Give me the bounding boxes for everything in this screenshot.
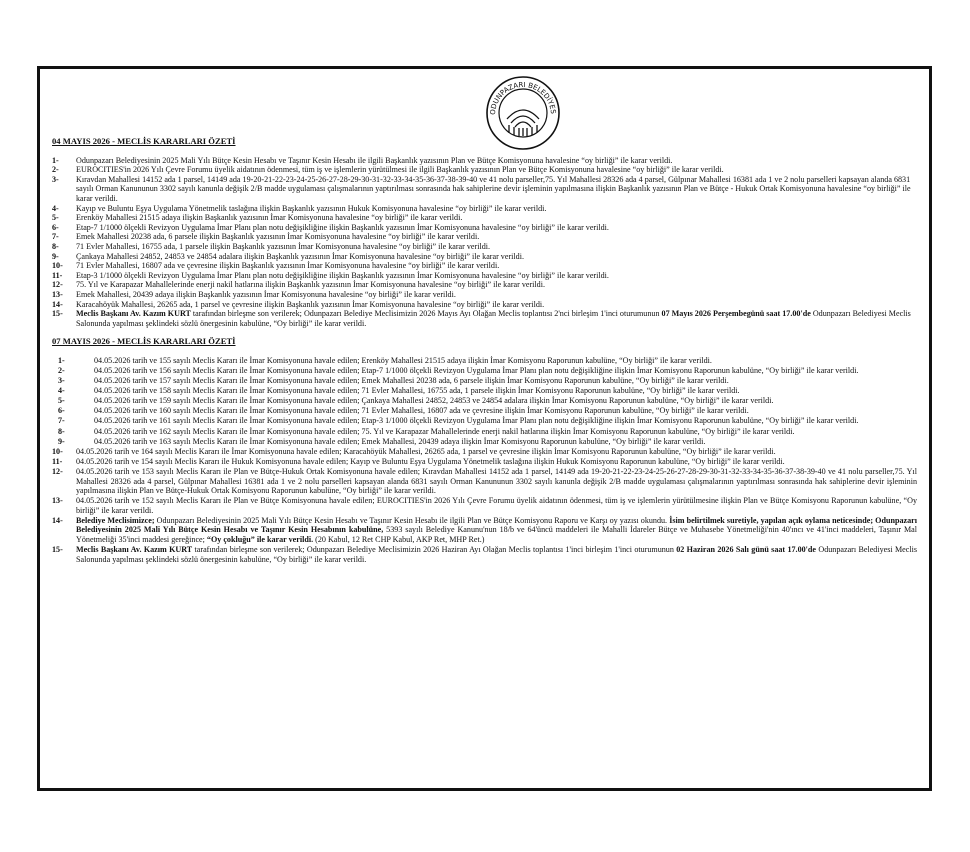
item-bold-text: Meclis Başkanı Av. Kazım KURT — [76, 545, 193, 555]
list-item — [52, 156, 917, 166]
list-item — [52, 290, 917, 300]
list-item — [52, 406, 917, 416]
item-text: Odunpazarı Belediyesi Meclis Salonunda yapılması şeklindeki sözlü önergesinin kabulüne, “Oy birliği” ile karar verildi. — [76, 545, 917, 564]
list-item — [52, 204, 917, 214]
item-text: tarafından birleşme son verilerek; Odunpazarı Belediye Meclisimizin 2026 Mayıs Ayı Olağan Meclis toplantısı 2'nci birleşim 1'inci oturumunun — [190, 309, 662, 319]
item-text: 04.05.2026 tarih ve 161 sayılı Meclis Kararı ile İmar Komisyonuna havale edilen; Etap-3 1/1000 ölçekli Revizyon Uygulama İmar Planı plan notu değişikliğine ilişkin İmar Komisyonu Raporunun kabulüne, “Oy birliği” ile karar verildi. — [94, 416, 859, 426]
list-item — [52, 366, 917, 376]
item-text: 04.05.2026 tarih ve 155 sayılı Meclis Kararı ile İmar Komisyonuna havale edilen; Erenköy Mahallesi 21515 adaya ilişkin İmar Komisyonu Raporunun kabulüne, “Oy birliği” ile karar verildi. — [94, 355, 712, 365]
list-item — [52, 280, 917, 290]
item-number: 9- — [52, 251, 59, 261]
item-text: EUROCITIES'in 2026 Yılı Çevre Forumu üyelik aidatının ödenmesi, tüm iş ve işlemlerin yürütülmesi ile ilgili Başkanlık yazısının Plan ve Bütçe Komisyonuna havalesine “oy birliği” ile karar verildi. — [76, 165, 724, 175]
item-number: 5- — [52, 213, 59, 223]
item-number: 14- — [52, 299, 63, 309]
list-item — [52, 261, 917, 271]
item-text: 04.05.2026 tarih ve 158 sayılı Meclis Kararı ile İmar Komisyonuna havale edilen; 71 Evler Mahallesi, 16755 ada, 1 parsele ilişkin İmar Komisyonu Raporunun kabulüne, “Oy birliği” ile karar verildi. — [94, 386, 740, 396]
seal-ring-text: ODUNPAZARI BELEDİYES — [488, 80, 558, 116]
item-text: Odunpazarı Belediyesinin 2025 Mali Yılı Bütçe Kesin Hesabı ve Taşınır Kesin Hesabı ile ilgili Plan ve Bütçe Komisyonu Raporu ve Karşı oy yazısı okundu. — [154, 515, 670, 525]
list-item — [52, 467, 917, 496]
item-number: 13- — [52, 496, 63, 506]
item-number: 4- — [58, 386, 65, 396]
item-text: 04.05.2026 tarih ve 157 sayılı Meclis Kararı ile İmar Komisyonuna havale edilen; Emek Mahallesi 20238 ada, 6 parsele ilişkin İmar Komisyonu Raporunun kabulüne, “Oy birliği” ile karar verildi. — [94, 376, 729, 386]
list-item — [52, 213, 917, 223]
item-bold-text: İsim belirtilmek suretiyle, yapılan açık oylama neticesinde; Odunpazarı Belediyesinin 2025 Mali Yılı Bütçe Kesin Hesabı ve Taşınır Kesin Hesabının kabulüne, — [76, 515, 917, 535]
item-text: 04.05.2026 tarih ve 154 sayılı Meclis Kararı ile Hukuk Komisyonuna havale edilen; Kayıp ve Buluntu Eşya Uygulama Yönetmelik taslağına ilişkin Hukuk Komisyonu Raporunun kabulüne, “Oy birliği” ile karar verildi. — [76, 456, 785, 466]
list-item — [52, 427, 917, 437]
section1-item15 — [52, 309, 917, 328]
item-text: Çankaya Mahallesi 24852, 24853 ve 24854 adalara ilişkin Başkanlık yazısının İmar Komisyonuna havalesine “oy birliği” ile karar verildi. — [76, 251, 524, 261]
item-number: 9- — [58, 436, 65, 446]
item-number: 10- — [52, 446, 63, 456]
item-text: Kayıp ve Buluntu Eşya Uygulama Yönetmelik taslağına ilişkin Başkanlık yazısının Hukuk Komisyonuna havalesine “oy birliği” ile karar verildi. — [76, 203, 547, 213]
item-number: 12- — [52, 466, 63, 476]
item-text: Odunpazarı Belediyesinin 2025 Mali Yılı Bütçe Kesin Hesabı ve Taşınır Kesin Hesabı ile ilgili Başkanlık yazısının Plan ve Bütçe Komisyonuna havalesine “oy birliği” ile karar verildi. — [76, 155, 673, 165]
announcement-frame — [37, 66, 932, 791]
section2-list — [52, 356, 917, 516]
list-item — [52, 376, 917, 386]
item-text: 04.05.2026 tarih ve 162 sayılı Meclis Kararı ile İmar Komisyonuna havale edilen; 75. Yıl ve Karapazar Mahallelerinde enerji nakil hatlarına ilişkin İmar Komisyonu Raporunun kabulüne, “Oy birliği” ile karar verildi. — [94, 426, 795, 436]
item-number: 5- — [58, 396, 65, 406]
item-text: Etap-3 1/1000 ölçekli Revizyon Uygulama İmar Planı plan notu değişikliğine ilişkin Başkanlık yazısının İmar Komisyonuna havalesine “oy birliği” ile karar verildi. — [76, 270, 609, 280]
item-number: 15- — [52, 309, 63, 319]
item-text: Kıravdan Mahallesi 14152 ada 1 parsel, 14149 ada 19-20-21-22-23-24-25-26-27-28-29-30-31-32-33-34-35-36-37-38-39-40 ve 41 nolu parseller,75. Yıl Mahallesi 28326 ada 4 parsel, Gülpınar Mahallesi 16381 ada 1 ve 2 nolu parselleri kapsayan alanda 6831 sayılı Orman Kanununun 3302 sayılı kanunla değişik 2/B madde uygulaması çalışmalarının yaptırılması sonrasında hak sahiplerine devir işleminin yapılmasına ilişkin Başkanlık yazısının Plan ve Bütçe - Hukuk Ortak Komisyonuna havalesine “oy birliği” ile karar verildi. — [76, 174, 911, 203]
list-item — [52, 223, 917, 233]
list-item — [52, 416, 917, 426]
item-bold-text: “Oy çokluğu” ile karar verildi. — [206, 535, 314, 545]
list-item — [52, 252, 917, 262]
list-item — [52, 396, 917, 406]
item-text: 71 Evler Mahallesi, 16807 ada ve çevresine ilişkin Başkanlık yazısının İmar Komisyonuna havalesine “oy birliği” ile karar verildi. — [76, 261, 500, 271]
item-number: 1- — [52, 155, 59, 165]
item-bold-text: 07 Mayıs 2026 Perşembegünü saat 17.00'de — [661, 309, 811, 319]
item-number: 14- — [52, 515, 63, 525]
item-number: 7- — [52, 232, 59, 242]
list-item — [52, 175, 917, 204]
item-number: 8- — [52, 241, 59, 251]
section2-item14 — [52, 516, 917, 564]
item-text: 04.05.2026 tarih ve 159 sayılı Meclis Kararı ile İmar Komisyonuna havale edilen; Çankaya Mahallesi 24852, 24853 ve 24854 adalara ilişkin İmar Komisyonu Raporunun kabulüne, “Oy birliği” ile karar verildi. — [94, 396, 774, 406]
list-item — [52, 386, 917, 396]
meeting-summary-content — [52, 137, 917, 565]
item-text: 5393 sayılı Belediye Kanunu'nun 18/b ve 64'üncü maddeleri ile Mahalli İdareler Bütçe ve Muhasebe Yönetmeliği'nin 40'ıncı ve 41'inci maddeleri, Taşınır Mal Yönetmeliği 35'inci maddesi gereğince; — [76, 525, 917, 545]
item-text: 04.05.2026 tarih ve 160 sayılı Meclis Kararı ile İmar Komisyonuna havale edilen; 71 Evler Mahallesi, 16807 ada ve çevresine ilişkin İmar Komisyonu Raporunun kabulüne, “Oy birliği” ile karar verildi. — [94, 406, 749, 416]
item-number: 3- — [58, 376, 65, 386]
section1-list — [52, 156, 917, 310]
item-text: 04.05.2026 tarih ve 164 sayılı Meclis Kararı ile İmar Komisyonuna havale edilen; Karacahöyük Mahallesi, 26265 ada, 1 parsel ve çevresine ilişkin İmar Komisyonu Raporunun kabulüne, “Oy birliği” ile karar verildi. — [76, 446, 776, 456]
list-item — [52, 356, 917, 366]
item-text: 04.05.2026 tarih ve 156 sayılı Meclis Kararı ile İmar Komisyonuna havale edilen; Etap-7 1/1000 ölçekli Revizyon Uygulama İmar Planı plan notu değişikliğine ilişkin İmar Komisyonu Raporunun kabulüne, “Oy birliği” ile karar verildi. — [94, 365, 859, 375]
item-bold-text: Meclis Başkanı Av. Kazım KURT — [76, 309, 191, 319]
item-number: 12- — [52, 280, 63, 290]
list-item — [52, 447, 917, 457]
item-text: 04.05.2026 tarih ve 152 sayılı Meclis Kararı ile Plan ve Bütçe Komisyonuna havale edilen; EUROCITIES'in 2026 Yılı Çevre Forumu üyelik aidatının ödenmesi, tüm iş ve işlemlerin yürütülmesine ilişkin Plan ve Bütçe Komisyonu Raporunun kabulüne, “Oy birliği” ile karar verildi. — [76, 496, 917, 515]
item-bold-text: 02 Haziran 2026 Salı günü saat 17.00'de — [676, 545, 817, 555]
list-item — [52, 165, 917, 175]
section2-title: 07 MAYIS 2026 - MECLİS KARARLARI ÖZETİ — [52, 336, 236, 347]
section1-title: 04 MAYIS 2026 - MECLİS KARARLARI ÖZETİ — [52, 136, 236, 146]
item-text: 04.05.2026 tarih ve 153 sayılı Meclis Kararı ile Plan ve Bütçe-Hukuk Ortak Komisyonuna havale edilen; Kıravdan Mahallesi 14152 ada 1 parsel, 14149 ada 19-20-21-22-23-24-25-26-27-28-29-30-31-32-33-34-35-36-37-38-39-40 ve 41 nolu parseller,75. Yıl Mahallesi 28326 ada 4 parsel, Gülpınar Mahallesi 16381 ada 1 ve 2 nolu parselleri kapsayan alanda 6831 sayılı Orman Kanununun 3302 sayılı kanunla değişik 2/B madde uygulaması çalışmalarının yaptırılması sonrasında hak sahiplerine devir işleminin yapılmasına ilişkin Plan ve Bütçe-Hukuk Ortak Komisyonu Raporunun kabulüne, “Oy birliği” ile karar verildi. — [76, 466, 917, 496]
item-text: 71 Evler Mahallesi, 16755 ada, 1 parsele ilişkin Başkanlık yazısının İmar Komisyonuna havalesine “oy birliği” ile karar verildi. — [76, 241, 491, 251]
item-number: 2- — [58, 365, 65, 375]
item-text: Etap-7 1/1000 ölçekli Revizyon Uygulama İmar Planı plan notu değişikliğine ilişkin Başkanlık yazısının İmar Komisyonuna havalesine “oy birliği” ile karar verildi. — [76, 222, 609, 232]
list-item — [52, 300, 917, 310]
item-number: 15- — [52, 545, 63, 555]
item-number: 1- — [58, 355, 65, 365]
item-text: Erenköy Mahallesi 21515 adaya ilişkin Başkanlık yazısının İmar Komisyonuna havalesine “oy birliği” ile karar verildi. — [76, 213, 463, 223]
item-number: 6- — [52, 222, 59, 232]
item-number: 10- — [52, 261, 63, 271]
item-number: 13- — [52, 289, 63, 299]
item-text: 75. Yıl ve Karapazar Mahallelerinde enerji nakil hatlarına ilişkin Başkanlık yazısının İmar Komisyonuna havalesine “oy birliği” ile karar verildi. — [76, 280, 545, 290]
list-item — [52, 496, 917, 515]
list-item — [52, 271, 917, 281]
item-number: 6- — [58, 406, 65, 416]
item-number: 2- — [52, 165, 59, 175]
list-item — [52, 457, 917, 467]
item-text: Emek Mahallesi, 20439 adaya ilişkin Başkanlık yazısının İmar Komisyonuna havalesine “oy birliği” ile karar verildi. — [76, 289, 456, 299]
item-number: 7- — [58, 416, 65, 426]
item-number: 11- — [52, 456, 63, 466]
item-number: 11- — [52, 270, 63, 280]
item-text: Odunpazarı Belediyesi Meclis Salonunda yapılması şeklindeki sözlü önergesinin kabulüne, “Oy birliği” ile karar verildi. — [76, 309, 911, 328]
item-text: 04.05.2026 tarih ve 163 sayılı Meclis Kararı ile İmar Komisyonuna havale edilen; Emek Mahallesi, 20439 adaya ilişkin İmar Komisyonu Raporunun kabulüne, “Oy birliği” ile karar verildi. — [94, 436, 706, 446]
item-text: tarafından birleşme son verilerek; Odunpazarı Belediye Meclisimizin 2026 Haziran Ayı Olağan Meclis toplantısı 1'inci birleşim 1'inci oturumunun — [192, 545, 677, 555]
list-item — [52, 232, 917, 242]
item-number: 3- — [52, 174, 59, 184]
item-number: 4- — [52, 203, 59, 213]
item-bold-text: Belediye Meclisimizce; — [76, 515, 155, 525]
item-text: Emek Mahallesi 20238 ada, 6 parsele ilişkin Başkanlık yazısının İmar Komisyonuna havalesine “oy birliği” ile karar verildi. — [76, 232, 480, 242]
item-number: 8- — [58, 426, 65, 436]
list-item — [52, 437, 917, 447]
item-text: Karacahöyük Mahallesi, 26265 ada, 1 parsel ve çevresine ilişkin Başkanlık yazısının İmar Komisyonuna havalesine “oy birliği” ile karar verildi. — [76, 299, 545, 309]
item-text: (20 Kabul, 12 Ret CHP Kabul, AKP Ret, MHP Ret.) — [313, 535, 485, 545]
list-item — [52, 242, 917, 252]
